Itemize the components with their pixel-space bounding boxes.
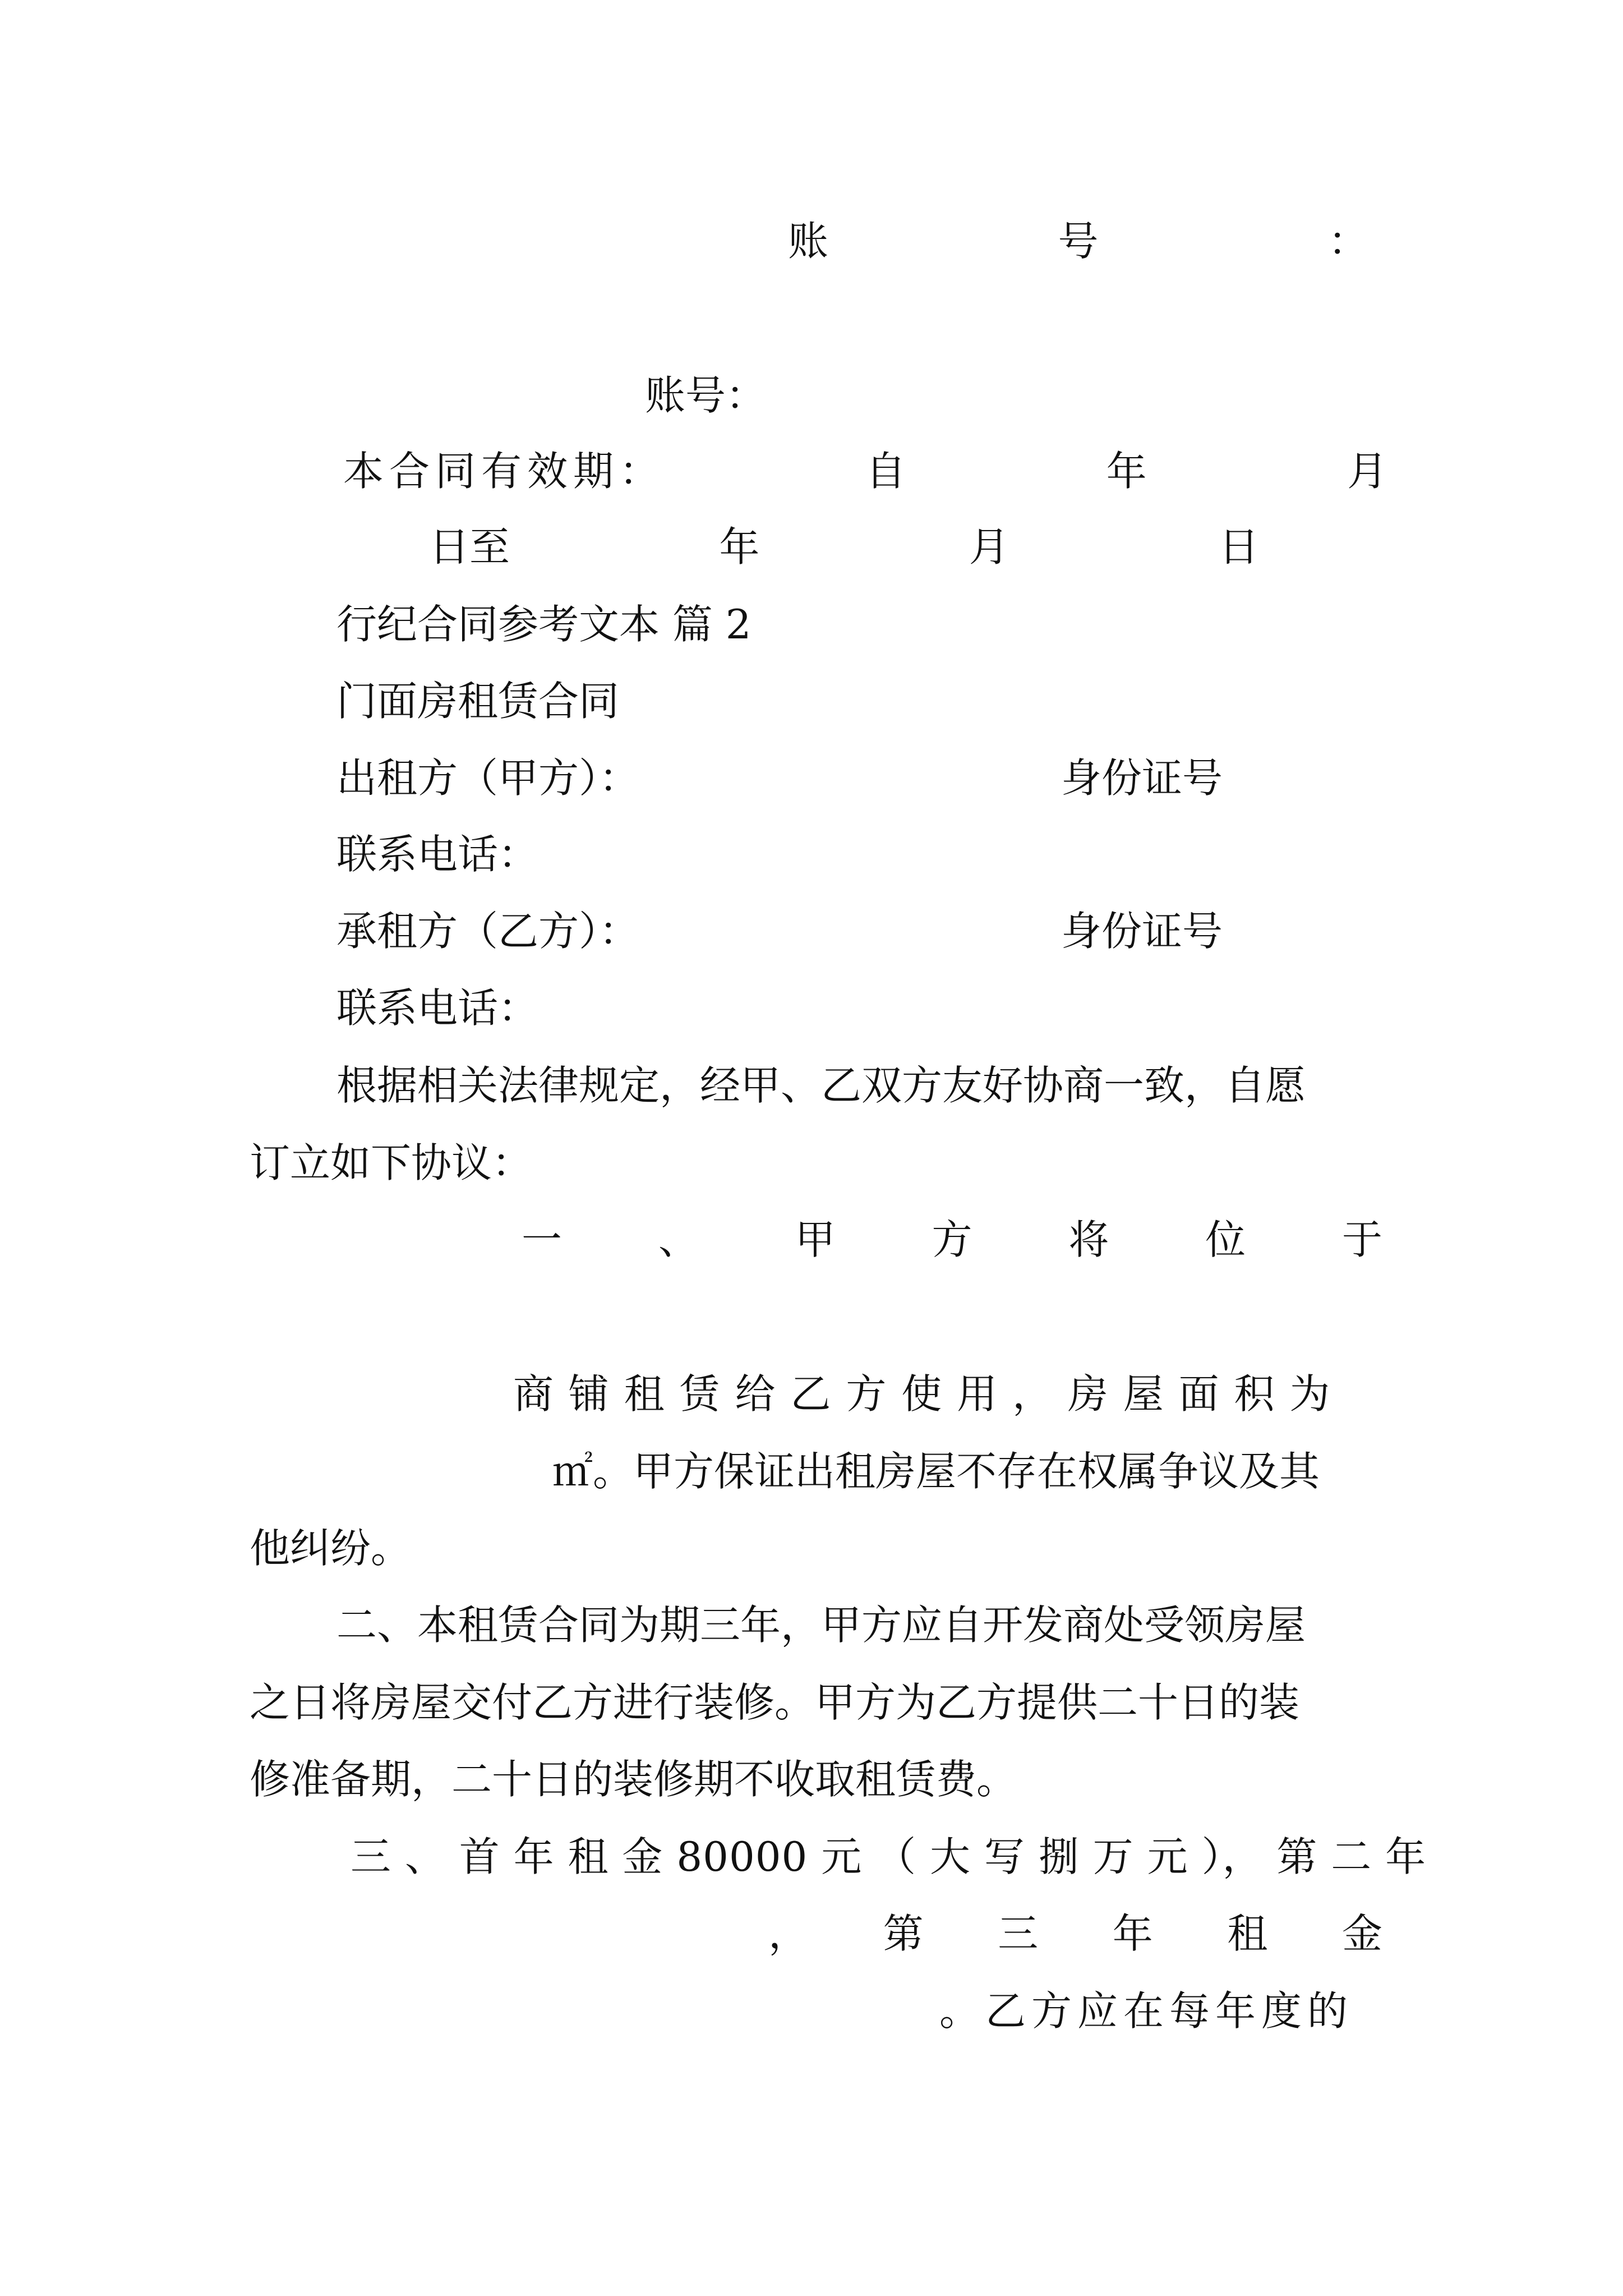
validity-year-2: 年 — [719, 523, 760, 570]
validity-month: 月 — [1347, 448, 1387, 495]
clause1-char-3: 甲 — [795, 1216, 836, 1263]
clause1-char-7: 于 — [1341, 1216, 1382, 1263]
account-char-2: 号 — [1058, 218, 1099, 265]
intro-line-2: 订立如下协议： — [250, 1139, 533, 1186]
clause1-char-5: 将 — [1068, 1216, 1109, 1263]
account-char-1: 账 — [788, 218, 829, 265]
clause3-char-5: 金 — [1341, 1910, 1382, 1957]
validity-day-2: 日 — [1218, 523, 1259, 570]
clause2-line-a: 二、本租赁合同为期三年，甲方应自开发商处受领房屋 — [336, 1602, 1306, 1649]
clause1-spaced-line — [522, 1214, 1382, 1265]
clause3-char-2: 三 — [998, 1910, 1039, 1957]
validity-month-2: 月 — [969, 523, 1009, 570]
lessee-id-label: 身份证号 — [1061, 908, 1223, 955]
account-colon: ： — [1327, 218, 1368, 265]
clause1-char-1: 一 — [522, 1216, 562, 1263]
validity-row-2 — [429, 522, 1259, 572]
clause3-char-1: 第 — [883, 1910, 924, 1957]
clause3-spaced-line — [768, 1908, 1382, 1959]
validity-from: 自 — [865, 448, 906, 495]
clause2-line-c: 修准备期，二十日的装修期不收取租赁费。 — [250, 1756, 1017, 1803]
lessor-id-label: 身份证号 — [1061, 754, 1223, 802]
clause3-comma: ， — [768, 1910, 809, 1957]
clause3-line-c: 。乙方应在每年度的 — [939, 1987, 1354, 2035]
validity-row — [343, 446, 1387, 496]
clause3-char-3: 年 — [1112, 1910, 1153, 1957]
contract-title: 门面房租赁合同 — [336, 678, 620, 725]
clause1-line-c: ㎡。甲方保证出租房屋不存在权属争议及其 — [552, 1448, 1320, 1495]
clause3-char-4: 租 — [1227, 1910, 1268, 1957]
intro-line-1: 根据相关法律规定，经甲、乙双方友好协商一致，自愿 — [336, 1062, 1306, 1109]
clause2-line-b: 之日将房屋交付乙方进行装修。甲方为乙方提供二十日的装 — [250, 1679, 1300, 1726]
clause1-line-b: 商 铺 租 赁 给 乙 方 使 用 ， 房 屋 面 积 为 — [513, 1370, 1331, 1418]
lessee-label: 承租方（乙方）： — [336, 908, 640, 955]
lessor-phone-label: 联系电话： — [336, 831, 539, 878]
lessor-label: 出租方（甲方）： — [336, 754, 640, 802]
validity-label: 本合同有效期： — [343, 448, 666, 495]
clause3-line-a: 三 、 首 年 租 金 80000 元 （ 大 写 捌 万 元 ）， 第 二 年 — [351, 1833, 1427, 1880]
clause1-char-2: 、 — [658, 1216, 699, 1263]
validity-day-to: 日至 — [429, 523, 510, 570]
lessee-phone-label: 联系电话： — [336, 984, 539, 1032]
account-spaced-line — [788, 216, 1368, 266]
clause1-char-4: 方 — [932, 1216, 972, 1263]
section-title: 行纪合同参考文本 篇 2 — [336, 601, 751, 648]
clause1-char-6: 位 — [1205, 1216, 1246, 1263]
clause1-line-d: 他纠纷。 — [250, 1525, 412, 1572]
validity-year: 年 — [1106, 448, 1147, 495]
account-line: 账号： — [645, 372, 767, 419]
